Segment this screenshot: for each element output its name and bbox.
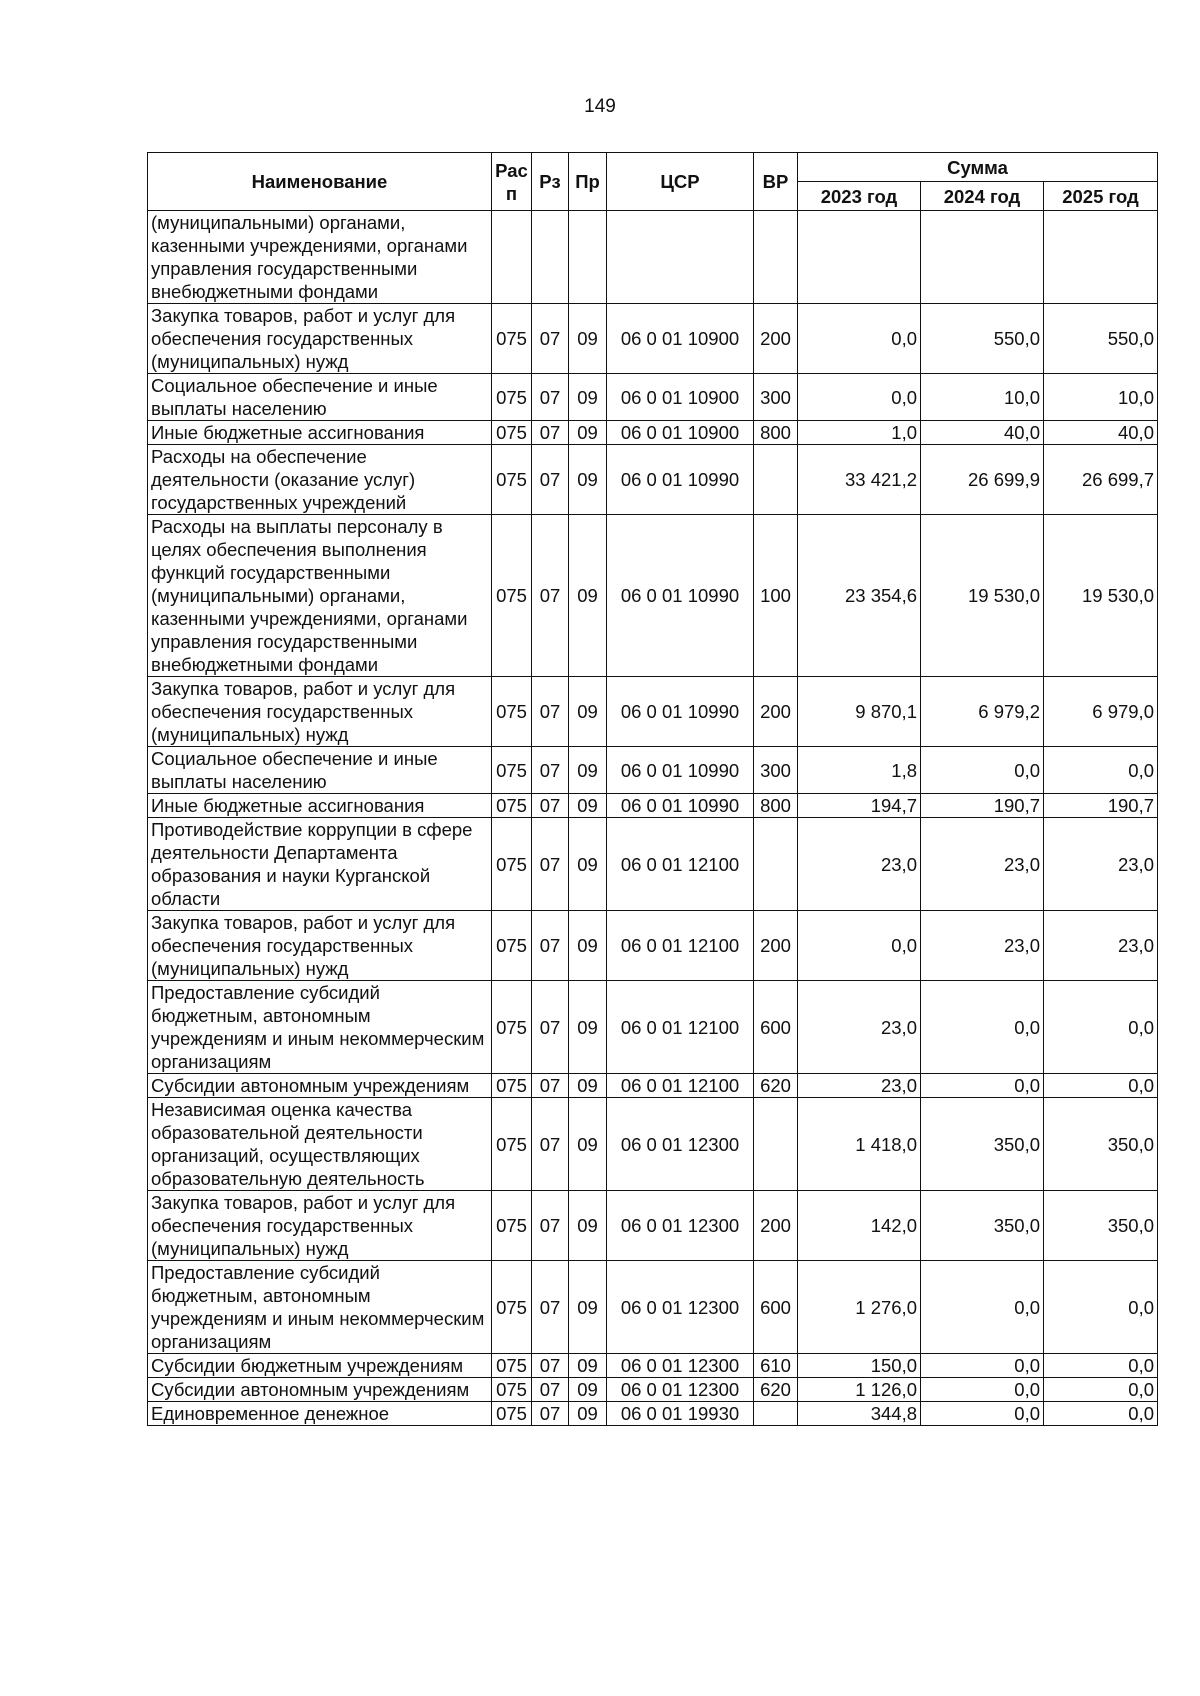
cell-name: (муниципальными) органами, казенными учреждениями, органами управления государственными внебюджетными фондами bbox=[148, 211, 492, 304]
table-row bbox=[148, 1354, 1158, 1378]
cell-vr: 200 bbox=[754, 677, 798, 747]
cell-sum-2025: 550,0 bbox=[1044, 304, 1158, 374]
table-row bbox=[148, 911, 1158, 981]
cell-rasp: 075 bbox=[492, 445, 532, 515]
cell-rz: 07 bbox=[532, 421, 569, 445]
cell-vr: 100 bbox=[754, 515, 798, 677]
cell-sum-2025: 350,0 bbox=[1044, 1098, 1158, 1191]
cell-csr: 06 0 01 10990 bbox=[607, 445, 754, 515]
cell-rz: 07 bbox=[532, 1378, 569, 1402]
cell-name: Расходы на выплаты персоналу в целях обеспечения выполнения функций государственными (муниципальными) органами, казенными учреждениями, органами управления государственными внебюджетными фондами bbox=[148, 515, 492, 677]
cell-rasp: 075 bbox=[492, 981, 532, 1074]
cell-rasp bbox=[492, 211, 532, 304]
header-rz: Рз bbox=[532, 153, 569, 211]
table-row bbox=[148, 211, 1158, 304]
header-rasp: Рас п bbox=[492, 153, 532, 211]
cell-vr: 800 bbox=[754, 421, 798, 445]
cell-rz: 07 bbox=[532, 515, 569, 677]
cell-rz bbox=[532, 211, 569, 304]
table-row bbox=[148, 818, 1158, 911]
header-sum: Сумма bbox=[798, 153, 1158, 182]
cell-rasp: 075 bbox=[492, 1098, 532, 1191]
cell-name: Независимая оценка качества образовательной деятельности организаций, осуществляющих образовательную деятельность bbox=[148, 1098, 492, 1191]
cell-sum-2023: 142,0 bbox=[798, 1191, 921, 1261]
cell-sum-2023: 1,0 bbox=[798, 421, 921, 445]
cell-rz: 07 bbox=[532, 911, 569, 981]
cell-vr: 620 bbox=[754, 1378, 798, 1402]
cell-sum-2024: 0,0 bbox=[921, 1402, 1044, 1426]
cell-rz: 07 bbox=[532, 677, 569, 747]
cell-rz: 07 bbox=[532, 445, 569, 515]
cell-name: Единовременное денежное bbox=[148, 1402, 492, 1426]
table-row bbox=[148, 1098, 1158, 1191]
header-year-2023: 2023 год bbox=[798, 182, 921, 211]
cell-sum-2025: 0,0 bbox=[1044, 981, 1158, 1074]
header-csr: ЦСР bbox=[607, 153, 754, 211]
cell-rz: 07 bbox=[532, 304, 569, 374]
cell-vr: 620 bbox=[754, 1074, 798, 1098]
cell-sum-2024: 190,7 bbox=[921, 794, 1044, 818]
cell-vr bbox=[754, 1098, 798, 1191]
cell-pr: 09 bbox=[569, 304, 607, 374]
cell-sum-2025: 0,0 bbox=[1044, 1074, 1158, 1098]
cell-csr: 06 0 01 10990 bbox=[607, 515, 754, 677]
header-name: Наименование bbox=[148, 153, 492, 211]
cell-sum-2025: 26 699,7 bbox=[1044, 445, 1158, 515]
cell-vr bbox=[754, 1402, 798, 1426]
cell-sum-2024: 350,0 bbox=[921, 1191, 1044, 1261]
cell-sum-2025: 23,0 bbox=[1044, 911, 1158, 981]
cell-name: Иные бюджетные ассигнования bbox=[148, 421, 492, 445]
cell-pr: 09 bbox=[569, 445, 607, 515]
cell-vr bbox=[754, 211, 798, 304]
cell-csr: 06 0 01 10900 bbox=[607, 421, 754, 445]
cell-sum-2023: 23,0 bbox=[798, 818, 921, 911]
cell-sum-2025: 6 979,0 bbox=[1044, 677, 1158, 747]
table-row bbox=[148, 515, 1158, 677]
table-row bbox=[148, 1191, 1158, 1261]
cell-rasp: 075 bbox=[492, 1191, 532, 1261]
cell-name: Субсидии бюджетным учреждениям bbox=[148, 1354, 492, 1378]
cell-name: Закупка товаров, работ и услуг для обеспечения государственных (муниципальных) нужд bbox=[148, 911, 492, 981]
cell-pr: 09 bbox=[569, 374, 607, 421]
cell-vr: 610 bbox=[754, 1354, 798, 1378]
cell-csr: 06 0 01 12300 bbox=[607, 1098, 754, 1191]
table-row bbox=[148, 374, 1158, 421]
cell-sum-2025: 350,0 bbox=[1044, 1191, 1158, 1261]
table-row bbox=[148, 981, 1158, 1074]
cell-rasp: 075 bbox=[492, 1402, 532, 1426]
cell-sum-2024: 40,0 bbox=[921, 421, 1044, 445]
cell-sum-2025 bbox=[1044, 211, 1158, 304]
cell-rasp: 075 bbox=[492, 818, 532, 911]
cell-csr: 06 0 01 12300 bbox=[607, 1378, 754, 1402]
cell-sum-2023: 1,8 bbox=[798, 747, 921, 794]
cell-csr: 06 0 01 10990 bbox=[607, 677, 754, 747]
cell-pr: 09 bbox=[569, 421, 607, 445]
cell-sum-2024: 23,0 bbox=[921, 911, 1044, 981]
cell-rz: 07 bbox=[532, 747, 569, 794]
cell-csr: 06 0 01 12100 bbox=[607, 981, 754, 1074]
cell-pr: 09 bbox=[569, 747, 607, 794]
table-header bbox=[148, 153, 1158, 211]
cell-csr: 06 0 01 12100 bbox=[607, 818, 754, 911]
cell-pr: 09 bbox=[569, 1261, 607, 1354]
cell-name: Субсидии автономным учреждениям bbox=[148, 1378, 492, 1402]
cell-pr: 09 bbox=[569, 1378, 607, 1402]
cell-pr: 09 bbox=[569, 794, 607, 818]
cell-sum-2025: 0,0 bbox=[1044, 1378, 1158, 1402]
cell-vr: 600 bbox=[754, 1261, 798, 1354]
cell-csr: 06 0 01 12100 bbox=[607, 911, 754, 981]
table-row bbox=[148, 1074, 1158, 1098]
cell-vr: 200 bbox=[754, 304, 798, 374]
cell-sum-2024: 0,0 bbox=[921, 1354, 1044, 1378]
cell-rasp: 075 bbox=[492, 747, 532, 794]
cell-sum-2023: 1 126,0 bbox=[798, 1378, 921, 1402]
table-row bbox=[148, 421, 1158, 445]
cell-rasp: 075 bbox=[492, 304, 532, 374]
cell-rasp: 075 bbox=[492, 1074, 532, 1098]
cell-sum-2025: 0,0 bbox=[1044, 747, 1158, 794]
cell-rasp: 075 bbox=[492, 1261, 532, 1354]
cell-sum-2024: 350,0 bbox=[921, 1098, 1044, 1191]
cell-rasp: 075 bbox=[492, 677, 532, 747]
cell-rz: 07 bbox=[532, 818, 569, 911]
cell-pr: 09 bbox=[569, 1402, 607, 1426]
cell-vr: 200 bbox=[754, 911, 798, 981]
cell-vr: 600 bbox=[754, 981, 798, 1074]
cell-sum-2024: 23,0 bbox=[921, 818, 1044, 911]
table-row bbox=[148, 677, 1158, 747]
cell-rasp: 075 bbox=[492, 374, 532, 421]
cell-sum-2023: 0,0 bbox=[798, 374, 921, 421]
cell-name: Предоставление субсидий бюджетным, автономным учреждениям и иным некоммерческим организациям bbox=[148, 981, 492, 1074]
cell-pr: 09 bbox=[569, 981, 607, 1074]
cell-pr bbox=[569, 211, 607, 304]
cell-sum-2025: 190,7 bbox=[1044, 794, 1158, 818]
cell-rz: 07 bbox=[532, 1191, 569, 1261]
cell-sum-2024: 6 979,2 bbox=[921, 677, 1044, 747]
cell-csr: 06 0 01 12300 bbox=[607, 1354, 754, 1378]
cell-rasp: 075 bbox=[492, 1378, 532, 1402]
cell-sum-2023 bbox=[798, 211, 921, 304]
cell-pr: 09 bbox=[569, 818, 607, 911]
cell-csr: 06 0 01 10990 bbox=[607, 747, 754, 794]
table-body bbox=[148, 211, 1158, 1426]
cell-csr: 06 0 01 19930 bbox=[607, 1402, 754, 1426]
cell-vr bbox=[754, 445, 798, 515]
cell-sum-2024: 0,0 bbox=[921, 1378, 1044, 1402]
cell-rasp: 075 bbox=[492, 421, 532, 445]
cell-csr: 06 0 01 10990 bbox=[607, 794, 754, 818]
cell-sum-2023: 9 870,1 bbox=[798, 677, 921, 747]
header-vr: ВР bbox=[754, 153, 798, 211]
cell-name: Расходы на обеспечение деятельности (оказание услуг) государственных учреждений bbox=[148, 445, 492, 515]
cell-csr: 06 0 01 12300 bbox=[607, 1191, 754, 1261]
cell-sum-2024 bbox=[921, 211, 1044, 304]
cell-csr: 06 0 01 10900 bbox=[607, 304, 754, 374]
cell-pr: 09 bbox=[569, 1354, 607, 1378]
table-row bbox=[148, 747, 1158, 794]
cell-pr: 09 bbox=[569, 1074, 607, 1098]
cell-vr bbox=[754, 818, 798, 911]
cell-pr: 09 bbox=[569, 1191, 607, 1261]
cell-sum-2023: 1 276,0 bbox=[798, 1261, 921, 1354]
cell-csr: 06 0 01 12100 bbox=[607, 1074, 754, 1098]
cell-sum-2025: 0,0 bbox=[1044, 1402, 1158, 1426]
cell-rz: 07 bbox=[532, 1074, 569, 1098]
cell-sum-2024: 0,0 bbox=[921, 747, 1044, 794]
cell-pr: 09 bbox=[569, 677, 607, 747]
cell-rz: 07 bbox=[532, 981, 569, 1074]
cell-rz: 07 bbox=[532, 374, 569, 421]
cell-name: Закупка товаров, работ и услуг для обеспечения государственных (муниципальных) нужд bbox=[148, 304, 492, 374]
cell-sum-2024: 26 699,9 bbox=[921, 445, 1044, 515]
cell-sum-2023: 23 354,6 bbox=[798, 515, 921, 677]
cell-sum-2025: 40,0 bbox=[1044, 421, 1158, 445]
cell-rasp: 075 bbox=[492, 794, 532, 818]
cell-rasp: 075 bbox=[492, 911, 532, 981]
cell-sum-2023: 33 421,2 bbox=[798, 445, 921, 515]
cell-sum-2025: 23,0 bbox=[1044, 818, 1158, 911]
cell-rz: 07 bbox=[532, 1098, 569, 1191]
cell-sum-2023: 0,0 bbox=[798, 304, 921, 374]
header-year-2024: 2024 год bbox=[921, 182, 1044, 211]
cell-rz: 07 bbox=[532, 1354, 569, 1378]
cell-rz: 07 bbox=[532, 1402, 569, 1426]
cell-pr: 09 bbox=[569, 911, 607, 981]
cell-name: Иные бюджетные ассигнования bbox=[148, 794, 492, 818]
table-row bbox=[148, 1402, 1158, 1426]
cell-sum-2023: 1 418,0 bbox=[798, 1098, 921, 1191]
cell-sum-2023: 23,0 bbox=[798, 1074, 921, 1098]
table-row bbox=[148, 445, 1158, 515]
header-pr: Пр bbox=[569, 153, 607, 211]
cell-rz: 07 bbox=[532, 1261, 569, 1354]
cell-vr: 800 bbox=[754, 794, 798, 818]
cell-sum-2023: 0,0 bbox=[798, 911, 921, 981]
cell-vr: 300 bbox=[754, 747, 798, 794]
cell-sum-2025: 10,0 bbox=[1044, 374, 1158, 421]
budget-table bbox=[147, 152, 1158, 1426]
cell-pr: 09 bbox=[569, 515, 607, 677]
cell-name: Социальное обеспечение и иные выплаты населению bbox=[148, 374, 492, 421]
cell-csr: 06 0 01 10900 bbox=[607, 374, 754, 421]
cell-csr bbox=[607, 211, 754, 304]
cell-sum-2024: 0,0 bbox=[921, 981, 1044, 1074]
cell-sum-2023: 23,0 bbox=[798, 981, 921, 1074]
table-row bbox=[148, 794, 1158, 818]
cell-sum-2023: 150,0 bbox=[798, 1354, 921, 1378]
table-row bbox=[148, 304, 1158, 374]
cell-name: Субсидии автономным учреждениям bbox=[148, 1074, 492, 1098]
cell-rasp: 075 bbox=[492, 515, 532, 677]
cell-sum-2025: 0,0 bbox=[1044, 1354, 1158, 1378]
cell-name: Социальное обеспечение и иные выплаты населению bbox=[148, 747, 492, 794]
cell-sum-2024: 550,0 bbox=[921, 304, 1044, 374]
cell-sum-2023: 194,7 bbox=[798, 794, 921, 818]
table-row bbox=[148, 1378, 1158, 1402]
cell-sum-2024: 0,0 bbox=[921, 1261, 1044, 1354]
cell-sum-2024: 19 530,0 bbox=[921, 515, 1044, 677]
cell-sum-2023: 344,8 bbox=[798, 1402, 921, 1426]
cell-rasp: 075 bbox=[492, 1354, 532, 1378]
cell-sum-2024: 0,0 bbox=[921, 1074, 1044, 1098]
cell-csr: 06 0 01 12300 bbox=[607, 1261, 754, 1354]
cell-name: Предоставление субсидий бюджетным, автономным учреждениям и иным некоммерческим организациям bbox=[148, 1261, 492, 1354]
cell-pr: 09 bbox=[569, 1098, 607, 1191]
cell-name: Закупка товаров, работ и услуг для обеспечения государственных (муниципальных) нужд bbox=[148, 677, 492, 747]
cell-name: Закупка товаров, работ и услуг для обеспечения государственных (муниципальных) нужд bbox=[148, 1191, 492, 1261]
cell-sum-2025: 19 530,0 bbox=[1044, 515, 1158, 677]
cell-rz: 07 bbox=[532, 794, 569, 818]
header-year-2025: 2025 год bbox=[1044, 182, 1158, 211]
cell-name: Противодействие коррупции в сфере деятельности Департамента образования и науки Курганской области bbox=[148, 818, 492, 911]
table-row bbox=[148, 1261, 1158, 1354]
cell-vr: 300 bbox=[754, 374, 798, 421]
cell-sum-2024: 10,0 bbox=[921, 374, 1044, 421]
cell-vr: 200 bbox=[754, 1191, 798, 1261]
page-number: 149 bbox=[584, 96, 616, 117]
cell-sum-2025: 0,0 bbox=[1044, 1261, 1158, 1354]
